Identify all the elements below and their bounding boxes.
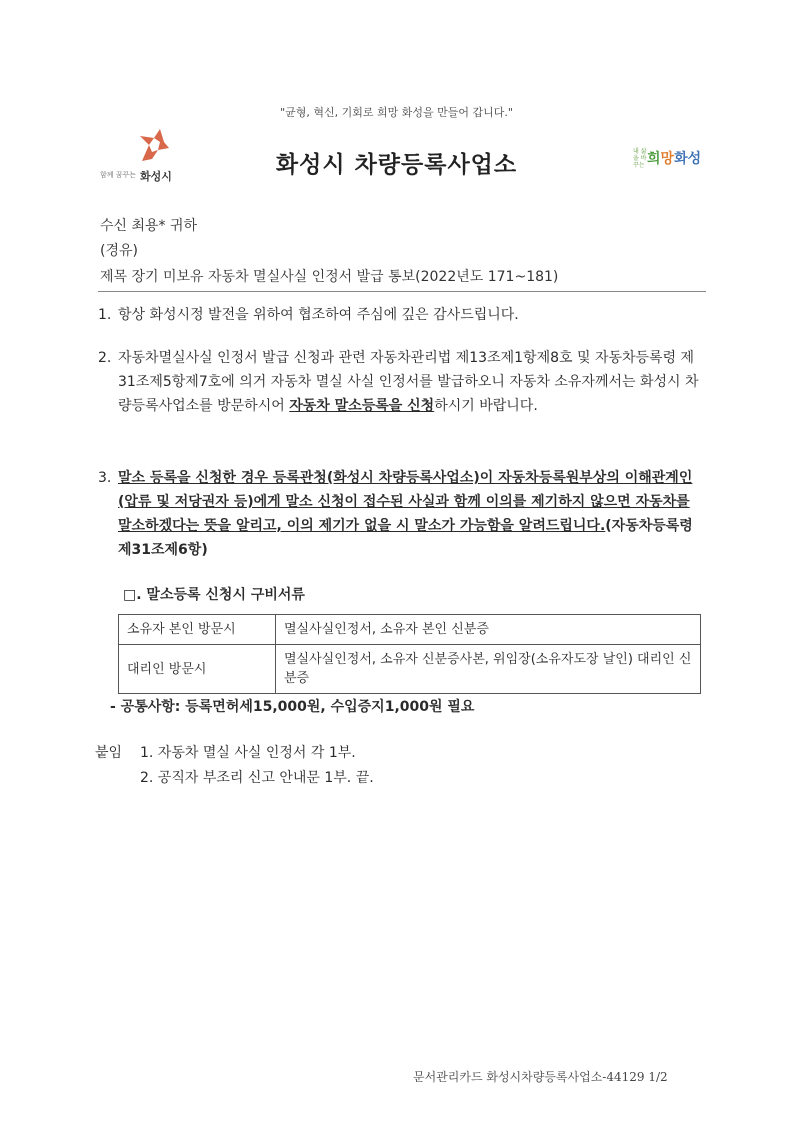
subject-line: 제목 장기 미보유 자동차 멸실사실 인정서 발급 통보(2022년도 171~181): [100, 269, 559, 285]
attachment-item: 1. 자동차 멸실 사실 인정서 각 1부.: [140, 745, 356, 761]
visitor-type-cell: 소유자 본인 방문시: [119, 615, 276, 645]
hope-hwaseong-logo: [633, 142, 713, 172]
recipient-line: 수신 최용* 귀하: [100, 218, 198, 234]
table-row: [119, 645, 701, 694]
paragraph-1: 1. 항상 화성시정 발전을 위하여 협조하여 주심에 깊은 감사드립니다.: [98, 307, 519, 323]
logo-side-text: 내 삶을 바꾸는: [633, 148, 647, 169]
attachment-item: 2. 공직자 부조리 신고 안내문 1부. 끝.: [140, 770, 374, 786]
logo-slogan: 함께 꿈꾸는: [100, 171, 137, 179]
motto: "균형, 혁신, 기회로 희망 화성을 만들어 갑니다.": [280, 106, 513, 119]
header-divider: [98, 291, 706, 292]
table-row: [119, 615, 701, 645]
documents-cell: 멸실사실인정서, 소유자 본인 신분증: [276, 615, 701, 645]
common-requirements: - 공통사항: 등록면허세15,000원, 수입증지1,000원 필요: [110, 699, 475, 715]
emphasis-notice: 말소 등록을 신청한 경우 등록관청(화성시 차량등록사업소)이 자동차등록원부상의 이해관계인(압류 및 저당권자 등)에게 말소 신청이 접수된 사실과 함께 이의를 제기하지 않으면 자동차를 말소하겠다는 뜻을 알리고, 이의 제기가 없을 시 말소가 가능함을 알려드립니다.: [118, 470, 693, 534]
documents-cell: 멸실사실인정서, 소유자 신분증사본, 위임장(소유자도장 날인) 대리인 신분증: [276, 645, 701, 694]
logo-main-text: 희망화성: [647, 151, 702, 167]
visitor-type-cell: 대리인 방문시: [119, 645, 276, 694]
required-documents-table: [118, 614, 701, 694]
paragraph-2: 2. 자동차멸실사실 인정서 발급 신청과 관련 자동차관리법 제13조제1항제8호 및 자동차등록령 제31조제5항제7호에 의거 자동차 멸실 사실 인정서를 발급하오니 자동차 소유자께서는 화성시 차량등록사업소를 방문하시어 자동차 말소등록을 신청하시기 바랍니다.: [98, 350, 699, 414]
attachments-label: 붙임: [95, 745, 123, 761]
emphasis-deregistration: 자동차 말소등록을 신청: [289, 398, 435, 414]
document-footer: 문서관리카드 화성시차량등록사업소-44129 1/2: [413, 1070, 668, 1084]
organization-title: 화성시 차량등록사업소: [275, 152, 518, 178]
paragraph-3: 3. 말소 등록을 신청한 경우 등록관청(화성시 차량등록사업소)이 자동차등록원부상의 이해관계인(압류 및 저당권자 등)에게 말소 신청이 접수된 사실과 함께 이의를 제기하지 않으면 자동차를 말소하겠다는 뜻을 알리고, 이의 제기가 없을 시 말소가 가능함을 알려드립니다.(자동차등록령 제31조제6항): [98, 470, 693, 558]
documents-section-title: □. 말소등록 신청시 구비서류: [123, 587, 305, 603]
logo-city-name: 화성시: [140, 170, 172, 183]
via-line: (경유): [100, 243, 138, 259]
